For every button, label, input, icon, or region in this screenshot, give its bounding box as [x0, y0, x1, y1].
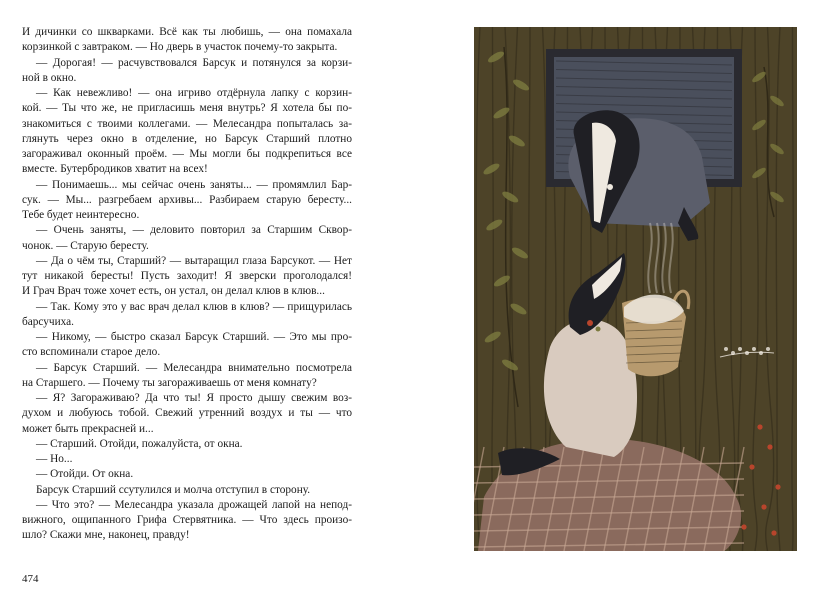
sprig-bud — [766, 347, 770, 351]
sprig-bud — [731, 351, 735, 355]
text-line: — Но... — [36, 453, 73, 465]
text-line: тут никакой бересты! Пусть заходит! Я зверски проголодался! — [22, 270, 352, 282]
text-line: вместе. Бутербродиков хватит на всех! — [22, 163, 208, 176]
berry — [767, 444, 772, 449]
text-line: И Грач Врач тоже хочет есть, он устал, он делал клюв в клюв... — [22, 285, 325, 298]
sprig-bud — [745, 351, 749, 355]
berry — [771, 530, 776, 535]
text-line: корзинкой с завтраком. — Но дверь в участок почему-то закрыта. — [22, 41, 338, 54]
text-line: знакомиться с твоими коллегами. — Мелесандра попыталась за- — [22, 117, 352, 130]
page-number: 474 — [22, 573, 39, 585]
text-line: Барсук Старший ссутулился и молча отступил в сторону. — [36, 483, 311, 496]
sweater — [544, 319, 637, 457]
text-line: — Что это? — Мелесандра указала дрожащей лапой на непод- — [36, 498, 352, 511]
berry — [741, 524, 746, 529]
text-line: — Так. Кому это у вас врач делал клюв в клюв? — прищурилась — [36, 300, 352, 313]
text-line: — Да о чём ты, Старший? — вытаращил глаза Барсукот. — Нет — [36, 254, 352, 267]
text-line: — Как невежливо! — она игриво отдёрнула лапку с корзин- — [36, 87, 352, 99]
text-line: И дичинки со шкварками. Всё как ты любишь, — она помахала — [22, 26, 352, 38]
text-line: глянуть через окно в отделение, но Барсук Старший плотно — [22, 132, 352, 145]
illustration-art — [474, 27, 797, 551]
text-line: — Очень заняты, — деловито повторил за Старшим Сквор- — [36, 224, 352, 237]
text-line: загораживал оконный проём. — Мы могли бы подкрепиться все — [22, 148, 352, 160]
badger-eye — [607, 184, 613, 190]
text-line: сук. — Мы... разгребаем архивы... Разбираем старую бересту... — [22, 193, 352, 206]
text-line: Тебе будет неинтересно. — [22, 209, 140, 221]
text-page — [22, 25, 352, 544]
text-line: — Понимаешь... мы сейчас очень заняты... — промямлил Бар- — [36, 178, 352, 191]
sprig-bud — [752, 347, 756, 351]
flower-ornament — [587, 320, 593, 326]
sprig-bud — [738, 347, 742, 351]
text-line: может быть прекрасней и... — [22, 422, 154, 435]
text-line: шло? Скажи мне, наконец, правду! — [22, 529, 190, 542]
berry — [757, 424, 762, 429]
text-line: на Старшего. — Почему ты загораживаешь от меня комнату? — [22, 376, 317, 389]
text-line: чонок. — Старую бересту. — [22, 239, 149, 252]
illustration — [474, 27, 797, 551]
text-line: — Дорогая! — расчувствовался Барсук и потянулся за корзи- — [36, 56, 352, 69]
sprig-bud — [724, 347, 728, 351]
text-line: сто вспоминали старое дело. — [22, 346, 161, 359]
berry — [761, 504, 766, 509]
text-line: — Отойди. От окна. — [36, 468, 134, 481]
text-line: — Старший. Отойди, пожалуйста, от окна. — [36, 437, 243, 450]
text-line: — Я? Загораживаю? Да что ты! Я просто дышу свежим воз- — [36, 392, 352, 404]
text-line: ной в окно. — [22, 71, 77, 84]
text-line: — Барсук Старший. — Мелесандра внимательно посмотрела — [36, 361, 352, 374]
text-line: барсучиха. — [22, 315, 74, 328]
berry — [749, 464, 754, 469]
text-line: — Никому, — быстро сказал Барсук Старший. — Это мы про- — [36, 331, 352, 343]
sprig-bud — [759, 351, 763, 355]
text-line: кой. — Ты что же, не пригласишь меня внутрь? Я хотела бы по- — [22, 102, 352, 115]
berry — [775, 484, 780, 489]
text-line: духом и любуюсь тобой. Свежий утренний воздух и ты — что — [22, 407, 352, 420]
flower-ornament — [596, 327, 601, 332]
text-line: вижного, ощипанного Грифа Стервятника. — Что здесь произо- — [22, 514, 352, 526]
